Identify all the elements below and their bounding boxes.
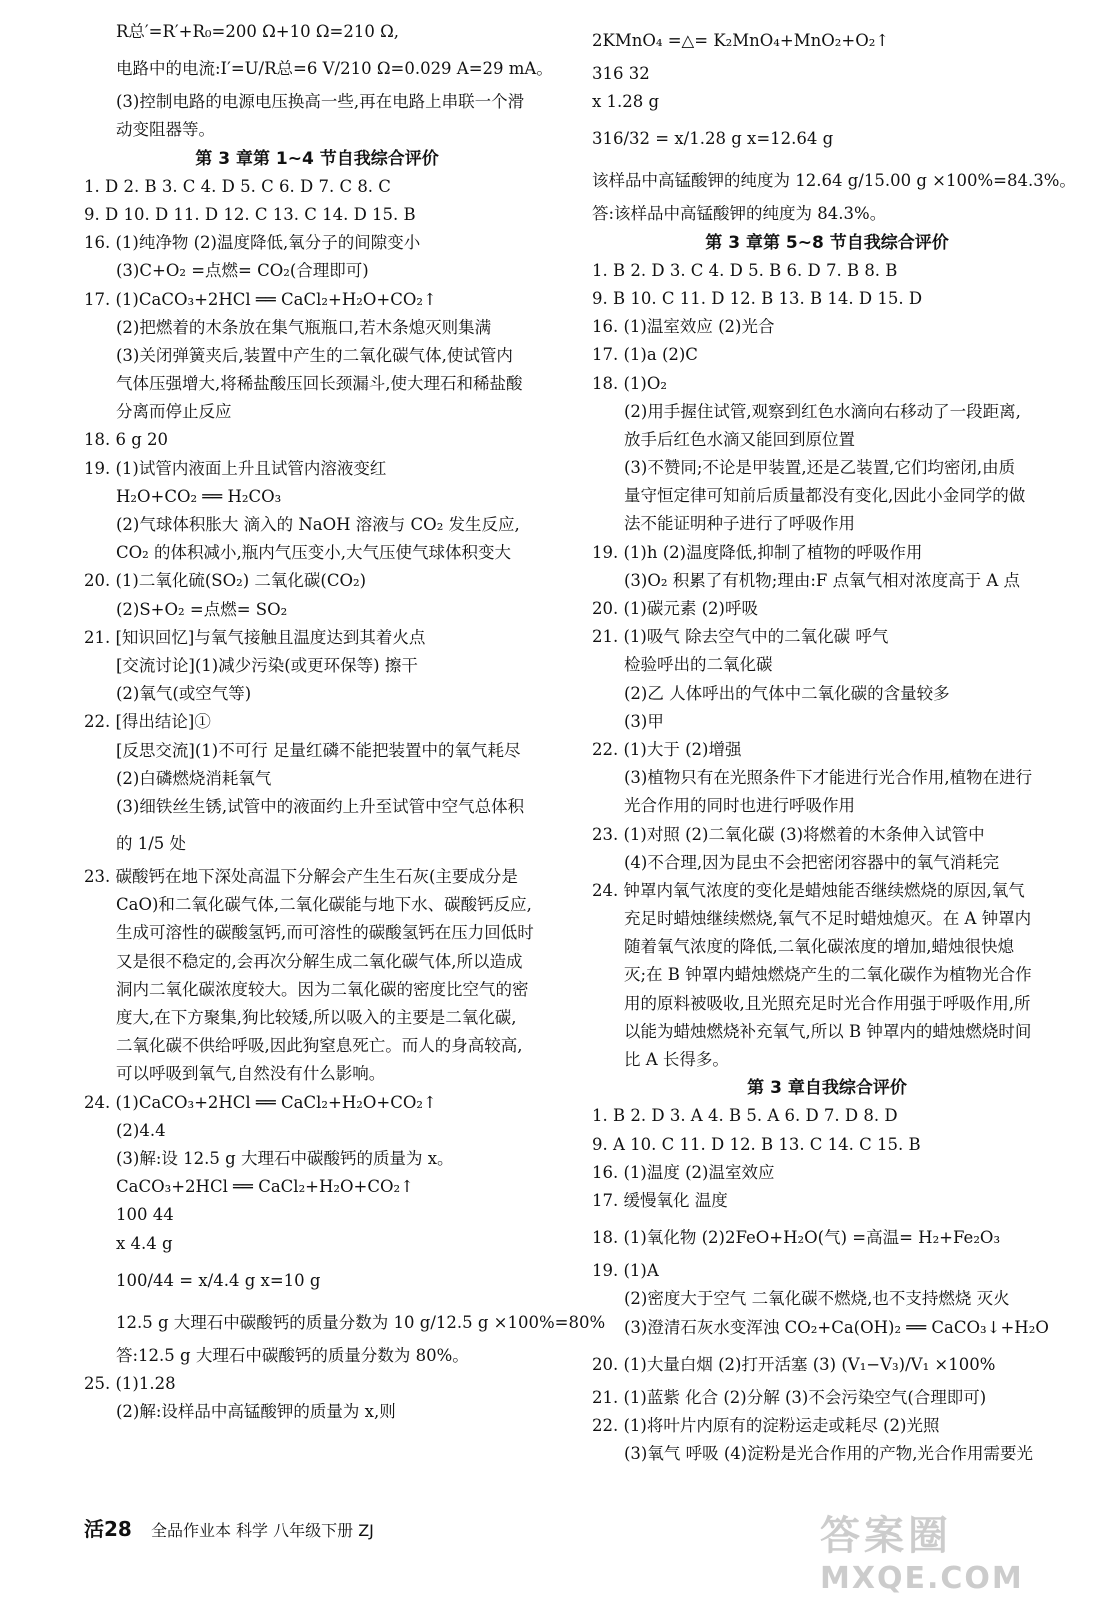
answer-line: 17. (1)CaCO₃+2HCl ══ CaCl₂+H₂O+CO₂↑ <box>84 289 437 309</box>
answer-line: 100/44 = x/4.4 g x=10 g <box>116 1270 321 1290</box>
answer-line: (2)4.4 <box>116 1120 166 1140</box>
answer-line: 20. (1)二氧化硫(SO₂) 二氧化碳(CO₂) <box>84 571 367 591</box>
answer-line: (3)关闭弹簧夹后,装置中产生的二氧化碳气体,使试管内 <box>116 345 513 365</box>
answer-line: 度大,在下方聚集,狗比较矮,所以吸入的主要是二氧化碳, <box>116 1008 517 1027</box>
answer-line: 23. (1)对照 (2)二氧化碳 (3)将燃着的木条伸入试管中 <box>592 824 985 844</box>
answer-line: 22. [得出结论]① <box>84 712 211 732</box>
answer-line: H₂O+CO₂ ══ H₂CO₃ <box>116 486 282 506</box>
answer-line: 18. 6 g 20 <box>84 430 169 450</box>
answer-line: 22. (1)将叶片内原有的淀粉运走或耗尽 (2)光照 <box>592 1415 940 1435</box>
answer-line: 分离而停止反应 <box>116 402 232 422</box>
answer-line: 17. (1)a (2)C <box>592 345 698 365</box>
answer-line: 16. (1)温室效应 (2)光合 <box>592 317 775 337</box>
answer-line: 21. (1)蓝紫 化合 (2)分解 (3)不会污染空气(合理即可) <box>592 1387 987 1407</box>
answer-line: 答:12.5 g 大理石中碳酸钙的质量分数为 80%。 <box>116 1345 469 1365</box>
answer-line: 9. A 10. C 11. D 12. B 13. C 14. C 15. B <box>592 1134 921 1154</box>
answer-line: 19. (1)h (2)温度降低,抑制了植物的呼吸作用 <box>592 542 923 562</box>
answer-line: 9. B 10. C 11. D 12. B 13. B 14. D 15. D <box>592 288 923 308</box>
answer-line: 17. 缓慢氧化 温度 <box>592 1190 728 1210</box>
section-heading: 第 3 章第 5~8 节自我综合评价 <box>705 232 949 253</box>
answer-line: 以能为蜡烛燃烧补充氧气,所以 B 钟罩内的蜡烛燃烧时间 <box>624 1021 1032 1041</box>
answer-line: 1. B 2. D 3. C 4. D 5. B 6. D 7. B 8. B <box>592 260 898 280</box>
answer-line: 20. (1)碳元素 (2)呼吸 <box>592 599 758 618</box>
answer-line: 9. D 10. D 11. D 12. C 13. C 14. D 15. B <box>84 204 416 224</box>
answer-line: 100 44 <box>116 1205 174 1225</box>
answer-line: (2)乙 人体呼出的气体中二氧化碳的含量较多 <box>624 683 950 703</box>
answer-line: 的 1/5 处 <box>116 834 187 854</box>
answer-line: (3)O₂ 积累了有机物;理由:F 点氧气相对浓度高于 A 点 <box>624 570 1020 590</box>
answer-line: 比 A 长得多。 <box>624 1050 729 1069</box>
answer-line: 量守恒定律可知前后质量都没有变化,因此小金同学的做 <box>624 486 1026 506</box>
answer-line: 16. (1)纯净物 (2)温度降低,氧分子的间隙变小 <box>84 233 421 253</box>
answer-line: 23. 碳酸钙在地下深处高温下分解会产生生石灰(主要成分是 <box>84 867 518 887</box>
answer-line: 该样品中高锰酸钾的纯度为 12.64 g/15.00 g ×100%=84.3%。 <box>592 171 1076 191</box>
answer-line: 动变阻器等。 <box>116 120 215 140</box>
answer-line: (3)控制电路的电源电压换高一些,再在电路上串联一个滑 <box>116 92 525 112</box>
answer-line: 1. B 2. D 3. A 4. B 5. A 6. D 7. D 8. D <box>592 1106 898 1126</box>
answer-line: 22. (1)大于 (2)增强 <box>592 739 742 759</box>
answer-line: (3)氧气 呼吸 (4)淀粉是光合作用的产物,光合作用需要光 <box>624 1444 1033 1464</box>
answer-line: CaCO₃+2HCl ══ CaCl₂+H₂O+CO₂↑ <box>116 1177 414 1197</box>
answer-line: [交流讨论](1)减少污染(或更环保等) 擦干 <box>116 655 418 675</box>
page-number: 活28 <box>84 1517 132 1541</box>
answer-line: 充足时蜡烛继续燃烧,氧气不足时蜡烛熄灭。在 A 钟罩内 <box>624 909 1032 929</box>
answer-line: 316 32 <box>592 64 650 83</box>
answer-line: 二氧化碳不供给呼吸,因此狗窒息死亡。而人的身高较高, <box>116 1036 523 1056</box>
answer-line: 1. D 2. B 3. C 4. D 5. C 6. D 7. C 8. C <box>84 176 391 196</box>
answer-line: 24. (1)CaCO₃+2HCl ══ CaCl₂+H₂O+CO₂↑ <box>84 1092 437 1112</box>
answer-line: 16. (1)温度 (2)温室效应 <box>592 1162 775 1182</box>
answer-line: [反思交流](1)不可行 足量红磷不能把装置中的氧气耗尽 <box>116 740 521 760</box>
answer-line: x 1.28 g <box>592 92 660 112</box>
answer-line: (2)S+O₂ =点燃= SO₂ <box>116 599 288 619</box>
answer-line: 21. [知识回忆]与氧气接触且温度达到其着火点 <box>84 627 426 647</box>
answer-line: (3)解:设 12.5 g 大理石中碳酸钙的质量为 x。 <box>116 1148 454 1168</box>
right-column <box>592 18 1076 1468</box>
answer-line: 24. 钟罩内氧气浓度的变化是蜡烛能否继续燃烧的原因,氧气 <box>592 880 1025 900</box>
answer-line: 又是很不稳定的,会再次分解生成二氧化碳气体,所以造成 <box>116 951 523 971</box>
answer-line: 18. (1)O₂ <box>592 373 667 393</box>
answer-line: (3)细铁丝生锈,试管中的液面约上升至试管中空气总体积 <box>116 796 525 816</box>
book-title: 全品作业本 科学 八年级下册 ZJ <box>150 1521 374 1540</box>
answer-line: (2)气球体积胀大 滴入的 NaOH 溶液与 CO₂ 发生反应, <box>116 515 520 534</box>
answer-line: 19. (1)试管内液面上升且试管内溶液变红 <box>84 458 387 478</box>
watermark-logo <box>820 1504 1050 1596</box>
section-heading: 第 3 章第 1~4 节自我综合评价 <box>195 148 439 169</box>
answer-line: 气体压强增大,将稀盐酸压回长颈漏斗,使大理石和稀盐酸 <box>116 374 523 394</box>
answer-line: R总′=R′+R₀=200 Ω+10 Ω=210 Ω, <box>116 22 400 41</box>
answer-line: (2)密度大于空气 二氧化碳不燃烧,也不支持燃烧 灭火 <box>624 1289 1010 1309</box>
answer-line: (2)把燃着的木条放在集气瓶瓶口,若木条熄灭则集满 <box>116 317 492 337</box>
answer-line: 答:该样品中高锰酸钾的纯度为 84.3%。 <box>592 204 887 224</box>
answer-line: 316/32 = x/1.28 g x=12.64 g <box>592 129 834 149</box>
answer-line: 电路中的电流:I′=U/R总=6 V/210 Ω=0.029 A=29 mA。 <box>116 59 553 79</box>
answer-line: 用的原料被吸收,且光照充足时光合作用强于呼吸作用,所 <box>624 993 1031 1013</box>
answer-line: 检验呼出的二氧化碳 <box>624 655 773 675</box>
answer-line: (2)白磷燃烧消耗氧气 <box>116 768 272 788</box>
answer-line: 21. (1)吸气 除去空气中的二氧化碳 呼气 <box>592 627 889 647</box>
answer-line: 18. (1)氧化物 (2)2FeO+H₂O(气) =高温= H₂+Fe₂O₃ <box>592 1228 1001 1248</box>
answer-line: (2)用手握住试管,观察到红色水滴向右移动了一段距离, <box>624 401 1021 421</box>
answer-line: (4)不合理,因为昆虫不会把密闭容器中的氧气消耗完 <box>624 852 1000 872</box>
page-footer <box>84 1513 374 1542</box>
answer-line: 随着氧气浓度的降低,二氧化碳浓度的增加,蜡烛很快熄 <box>624 937 1014 957</box>
answer-line: 20. (1)大量白烟 (2)打开活塞 (3) (V₁−V₃)/V₁ ×100% <box>592 1354 996 1374</box>
answer-line: 19. (1)A <box>592 1261 659 1281</box>
answer-line: 洞内二氧化碳浓度较大。因为二氧化碳的密度比空气的密 <box>116 979 529 999</box>
answer-line: (3)不赞同;不论是甲装置,还是乙装置,它们均密闭,由质 <box>624 458 1016 478</box>
answer-line: 生成可溶性的碳酸氢钙,而可溶性的碳酸氢钙在压力回低时 <box>116 923 534 943</box>
answer-line: CO₂ 的体积减小,瓶内气压变小,大气压使气球体积变大 <box>116 543 512 563</box>
answer-line: 法不能证明种子进行了呼吸作用 <box>624 514 855 534</box>
answer-line: 可以呼吸到氧气,自然没有什么影响。 <box>116 1064 386 1084</box>
answer-line: 放手后红色水滴又能回到原位置 <box>624 429 855 449</box>
answer-line: (2)氧气(或空气等) <box>116 684 252 704</box>
answer-line: (3)澄清石灰水变浑浊 CO₂+Ca(OH)₂ ══ CaCO₃↓+H₂O <box>624 1317 1049 1337</box>
answer-line: 12.5 g 大理石中碳酸钙的质量分数为 10 g/12.5 g ×100%=80% <box>116 1312 606 1332</box>
answer-line: 25. (1)1.28 <box>84 1373 176 1393</box>
answer-line: (3)C+O₂ =点燃= CO₂(合理即可) <box>116 261 369 281</box>
answer-line: (2)解:设样品中高锰酸钾的质量为 x,则 <box>116 1402 396 1422</box>
answer-line: 灭;在 B 钟罩内蜡烛燃烧产生的二氧化碳作为植物光合作 <box>624 965 1032 985</box>
answer-line: (3)植物只有在光照条件下才能进行光合作用,植物在进行 <box>624 768 1033 788</box>
left-column <box>84 18 606 1426</box>
answer-line: x 4.4 g <box>116 1233 173 1253</box>
answer-line: CaO)和二氧化碳气体,二氧化碳能与地下水、碳酸钙反应, <box>116 895 532 915</box>
answer-line: 光合作用的同时也进行呼吸作用 <box>624 796 855 816</box>
watermark-text: 答案圈 <box>820 1513 952 1559</box>
answer-line: (3)甲 <box>624 711 664 731</box>
answer-line: 2KMnO₄ =△= K₂MnO₄+MnO₂+O₂↑ <box>592 31 890 50</box>
watermark-url: MXQE.COM <box>820 1561 1024 1596</box>
section-heading: 第 3 章自我综合评价 <box>747 1078 907 1099</box>
